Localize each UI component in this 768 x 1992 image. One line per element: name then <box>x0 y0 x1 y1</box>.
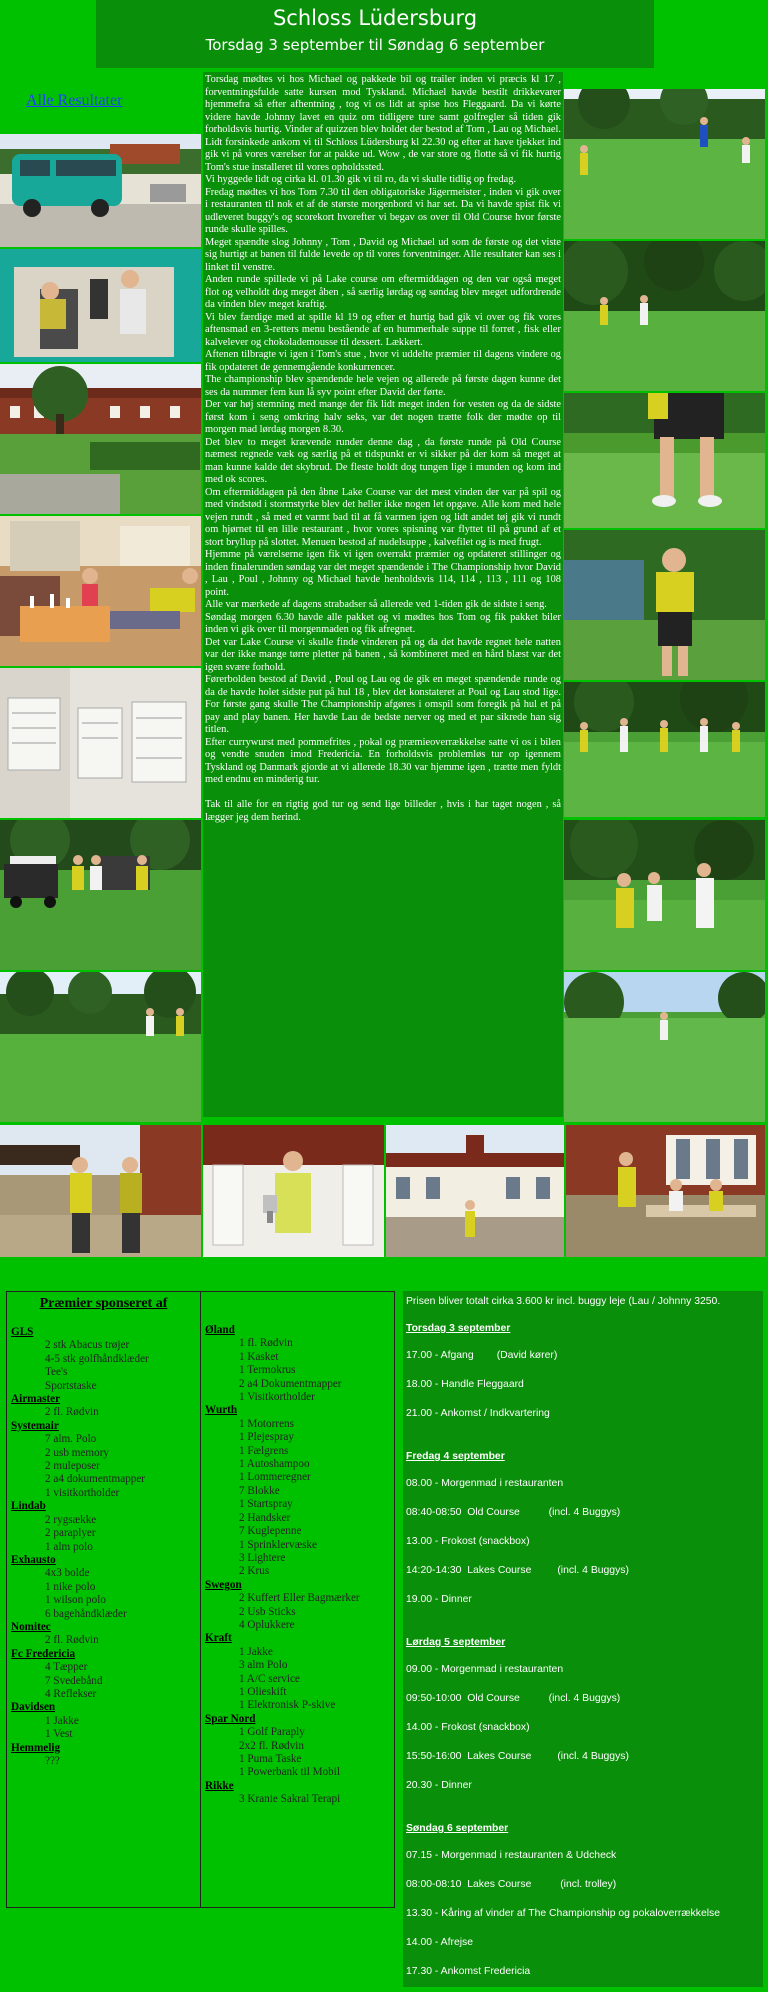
program-item: 17.30 - Ankomst Fredericia <box>406 1966 531 1977</box>
program-item: 13.00 - Frokost (snackbox) <box>406 1536 530 1547</box>
photo-group-golfers <box>564 682 765 817</box>
sponsor-prize: 3 Kranie Sakral Terapi <box>239 1793 341 1806</box>
program-spacer <box>406 1436 760 1450</box>
program-item: 09.00 - Morgenmad i restauranten <box>406 1664 564 1675</box>
sponsor-prize: 7 Kuglepenne <box>239 1525 302 1538</box>
sponsors-divider <box>200 1292 201 1907</box>
sponsor-name: Fc Fredericia <box>11 1647 76 1660</box>
program-item: 08:00-08:10 Lakes Course (incl. trolley) <box>406 1879 617 1890</box>
sponsor-prize: 4 Oplukkere <box>239 1618 295 1631</box>
story-paragraph: Fredag mødtes vi hos Tom 7.30 til den obligatoriske Jägermeister , inden vi gik over i restauranten til nok et af de største morgenbord vi har set. Da vi havde spist fik vi udleveret buggy's og scorekort hvorefter vi begav os over til Old Course hvor første runde skulle spilles. <box>205 186 561 235</box>
program-day-heading: Torsdag 3 september <box>406 1323 511 1334</box>
program-spacer <box>406 1622 760 1636</box>
photo-castle-courtyard <box>386 1125 564 1257</box>
photo-golfer-yellow-shirt <box>564 530 765 680</box>
sponsor-prize: 3 alm Polo <box>239 1659 288 1672</box>
photo-terrace-tables <box>566 1125 765 1257</box>
sponsor-prize: 4x3 bolde <box>45 1567 90 1580</box>
sponsor-name: Davidsen <box>11 1701 56 1714</box>
program-days <box>406 1308 760 1978</box>
page-title: Schloss Lüdersburg <box>272 6 478 30</box>
program-item: 19.00 - Dinner <box>406 1594 472 1605</box>
page-subtitle: Torsdag 3 september til Søndag 6 september <box>205 36 545 54</box>
story-paragraph: Der var høj stemning med mange der fik lidt meget inden for vesten og da de sidste først kom i seng omkring halv seks, var det nogen trætte folk der mødte op til morgen mad lørdag morgen 8.30. <box>205 399 561 435</box>
sponsor-prize: 1 alm polo <box>45 1540 93 1553</box>
sponsor-prize: 7 Svedebånd <box>45 1674 103 1687</box>
sponsor-name: Øland <box>205 1324 235 1336</box>
sponsors-panel <box>6 1291 395 1908</box>
photo-golfers-yellow <box>564 820 765 970</box>
sponsor-prize: 6 bagehåndklæder <box>45 1607 127 1620</box>
program-intro: Prisen bliver totalt cirka 3.600 kr incl. buggy leje (Lau / Johnny 3250. <box>406 1296 721 1307</box>
sponsor-prize: 1 Plejespray <box>239 1431 294 1444</box>
program-item: 18.00 - Handle Fleggaard <box>406 1379 524 1390</box>
sponsor-prize: 2 a4 Dokumentmapper <box>239 1377 342 1390</box>
sponsor-prize: 4 Reflekser <box>45 1687 97 1700</box>
sponsor-prize: 2 rygsække <box>45 1513 97 1526</box>
sponsor-name: Spar Nord <box>205 1712 256 1725</box>
story-paragraph: Om eftermiddagen på den åbne Lake Course var det mest vinden der var på spil og med vindstød i stormstyrke blev det heller ikke nogen let opgave. Alle kom med hele vejen rundt , så med et varmt bad til at få varmen igen og lidt andet tøj gik vi rundt om hjørnet til en lille restaurant , hvor vores spisning var flyttet til på grund af et stort bryllup på slottet. Menuen bestod af nudelsuppe , kalvefilet og is med frugt. <box>205 486 561 548</box>
program-item: 14.00 - Frokost (snackbox) <box>406 1722 530 1733</box>
story-paragraph: The championship blev spændende hele vejen og allerede på første dagen kunne det ses da nummer fem kun lå syv point efter David der førte. <box>205 374 561 398</box>
program-item: 14:20-14:30 Lakes Course (incl. 4 Buggys) <box>406 1565 629 1576</box>
sponsor-prize: 1 Vest <box>45 1728 73 1741</box>
sponsor-name: Wurth <box>205 1404 238 1417</box>
sponsor-prize: 1 Autoshampoo <box>239 1458 310 1471</box>
sponsor-name: Swegon <box>205 1578 242 1591</box>
program-item: 15:50-16:00 Lakes Course (incl. 4 Buggys) <box>406 1751 629 1762</box>
photo-golfers-green <box>564 241 765 391</box>
program-item: 17.00 - Afgang (David kører) <box>406 1350 558 1361</box>
sponsor-prize: 1 Sprinklervæske <box>239 1538 317 1551</box>
photo-terrace-golfers <box>0 1125 201 1257</box>
sponsor-name: Exhausto <box>11 1553 56 1566</box>
page-header <box>96 0 654 68</box>
sponsor-prize: 1 Elektronisk P-skive <box>239 1699 336 1712</box>
photo-golfer-trophy <box>203 1125 384 1257</box>
program-item: 09:50-10:00 Old Course (incl. 4 Buggys) <box>406 1693 621 1704</box>
photo-golfer-putting <box>564 89 765 239</box>
story-paragraph: Førerbolden bestod af David , Poul og Lau og de gik en meget spændende runde og da de havde holet sidste put på hul 18 , blev det konstateret at Poul og Lau stod lige. For første gang skulle The Championship afgøres i omspil som foregik på hul et på pay and play banen. Her havde Lau de bedste nerver og med et par sikrede han sig titlen. <box>205 674 561 735</box>
sponsor-prize: 4 Tæpper <box>45 1661 88 1674</box>
story-paragraph: Anden runde spillede vi på Lake course om eftermiddagen og den var også meget flot og velholdt dog meget åben , så særlig lørdag og søndag blev meget udfordrende da vinden blev meget kraftig. <box>205 274 561 310</box>
sponsor-prize: 1 Powerbank til Mobil <box>239 1766 340 1779</box>
story-paragraph: Søndag morgen 6.30 havde alle pakket og vi mødtes hos Tom og fik pakket biler inden vi gik over til morgenmaden og fik afregnet. <box>205 611 561 635</box>
sponsor-prize: 2 Kuffert Eller Bagmærker <box>239 1592 360 1605</box>
story-paragraph: Torsdag mødtes vi hos Michael og pakkede bil og trailer inden vi præcis kl 17 , forventningsfulde satte kursen mod Tyskland. Michael havde bestilt drikkevarer hjemmefra så efter afhentning , tog vi os lidt at spise hos Fleggaard. Da vi kørte videre havde Johnny lavet en quiz om tidligere ture samt golfregler så tiden gik forholdsvis hurtig. Vinder af quizzen blev holdet der bestod af Tom , Lau og Michael. Lidt forsinkede ankom vi til Schloss Lüdersburg kl 22.30 og efter at have tjekket ind gik vi på vores værelser for at pakke ud. Wow , de var store og flotte så vi fik hurtig Tom's stue installeret til vores opholdssted. <box>205 74 561 173</box>
sponsor-prize: 1 Lommeregner <box>239 1471 311 1484</box>
program-day-heading: Søndag 6 september <box>406 1823 509 1834</box>
sponsor-prize: Sportstaske <box>45 1379 97 1392</box>
photo-room-party <box>0 516 201 666</box>
photo-golf-buggies <box>0 820 201 970</box>
sponsor-prize: 7 Blokke <box>239 1484 280 1497</box>
photo-golfers-fairway-left <box>0 972 201 1122</box>
sponsor-prize: 1 Olieskift <box>239 1685 287 1698</box>
sponsor-prize: 7 alm. Polo <box>45 1433 97 1446</box>
program-item: 21.00 - Ankomst / Indkvartering <box>406 1408 550 1419</box>
sponsor-name: Hemmelig <box>11 1741 61 1754</box>
sponsor-prize: 2 fl. Rødvin <box>45 1634 99 1647</box>
photo-hotel-building <box>0 364 201 514</box>
sponsor-prize: 1 visitkortholder <box>45 1486 120 1499</box>
sponsor-prize: ??? <box>45 1755 60 1767</box>
sponsor-name: Kraft <box>205 1632 232 1645</box>
trip-program <box>403 1291 763 1987</box>
sponsor-name: Nomitec <box>11 1620 51 1633</box>
program-day-heading: Fredag 4 september <box>406 1451 505 1462</box>
sponsor-prize: 2 stk Abacus trøjer <box>45 1339 130 1352</box>
sponsors-column-1 <box>11 1326 197 1768</box>
sponsor-prize: 2 Usb Sticks <box>239 1605 296 1618</box>
sponsor-prize: 2x2 fl. Rødvin <box>239 1739 304 1752</box>
photo-van-interior <box>0 249 201 362</box>
sponsor-prize: 4-5 stk golfhåndklæder <box>45 1352 149 1365</box>
story-paragraph <box>205 787 561 800</box>
sponsor-prize: 1 Startspray <box>239 1498 293 1511</box>
story-paragraph: Efter currywurst med pommefrites , pokal og præmieoverrækkelse satte vi os i bilen og vendte snuden imod Fredericia. En forholdsvis problemløs tur op igennem Tyskland og Danmark gjorde at vi allerede 18.30 var hjemme igen , trætte men fyldt med endnu en minderig tur. <box>205 736 561 785</box>
photo-golfer-fairway-right <box>564 972 765 1122</box>
sponsor-prize: 1 Kasket <box>239 1350 279 1363</box>
trip-story <box>203 72 563 1117</box>
program-item: 13.30 - Kåring af vinder af The Championship og pokaloverrækkelse <box>406 1908 721 1919</box>
program-item: 20.30 - Dinner <box>406 1780 472 1791</box>
sponsor-prize: 2 Handsker <box>239 1511 291 1524</box>
all-results-link[interactable]: Alle Resultater <box>26 92 123 109</box>
sponsor-prize: 1 nike polo <box>45 1580 96 1593</box>
sponsor-name: Rikke <box>205 1779 234 1792</box>
sponsors-column-2 <box>205 1324 391 1807</box>
sponsor-prize: 1 Jakke <box>239 1645 273 1658</box>
sponsor-prize: 1 A/C service <box>239 1672 300 1685</box>
sponsor-prize: 2 paraplyer <box>45 1527 96 1540</box>
photo-golfer-black-shorts <box>564 393 765 528</box>
sponsor-prize: 1 Motorrens <box>239 1417 294 1430</box>
story-paragraph: Hjemme på værelserne igen fik vi igen overrakt præmier og opdateret stillinger og inden finalerunden søndag var det meget spændende i The Championship hvor David , Lau , Poul , Johnny og Michael havde henholdsvis 114, 114 , 113 , 111 og 108 point. <box>205 549 561 598</box>
story-paragraph: Det blev to meget krævende runder denne dag , da første runde på Old Course næmest regnede væk og særlig på et tidspunkt er vi sikker på der kom så meget at man kunne kalde det skybrud. De fleste holdt dog tungen lige i munden og kom ind med ok scores. <box>205 436 561 485</box>
program-spacer <box>406 1808 760 1822</box>
sponsor-prize: 1 Termokrus <box>239 1364 296 1377</box>
program-spacer <box>406 1308 760 1322</box>
program-item: 07.15 - Morgenmad i restauranten & Udcheck <box>406 1850 617 1861</box>
sponsor-prize: 1 Jakke <box>45 1714 79 1727</box>
sponsor-prize: 3 Lightere <box>239 1551 286 1564</box>
sponsor-prize: 1 Golf Paraply <box>239 1726 305 1739</box>
sponsors-title: Præmier sponseret af <box>39 1296 168 1311</box>
sponsor-prize: 2 a4 dokumentmapper <box>45 1473 146 1486</box>
sponsor-prize: 1 fl. Rødvin <box>239 1337 293 1350</box>
story-paragraph: Meget spændte slog Johnny , Tom , David og Michael ud som de første og det viste sig hurtigt at banen til fulde levede op til vores forventninger. Alle resultater kan ses i linket til venstre. <box>205 236 561 273</box>
sponsor-name: GLS <box>11 1326 34 1338</box>
story-paragraph: Alle var mærkede af dagens strabadser så allerede ved 1-tiden gik de sidste i seng. <box>205 599 547 610</box>
photo-van-trailer <box>0 134 201 247</box>
program-day-heading: Lørdag 5 september <box>406 1637 506 1648</box>
story-paragraph: Vi blev færdige med at spille kl 19 og efter et hurtig bad gik vi over og fik vores aftensmad en 3-retters menu bestående af en hummerhale suppe til forret , fisk eller kalvelever og chokolademousse til dessert. Lækkert. <box>205 311 561 348</box>
sponsor-prize: 2 Krus <box>239 1565 270 1578</box>
photo-scorecards-wall <box>0 668 201 818</box>
story-paragraph: Aftenen tilbragte vi igen i Tom's stue , hvor vi uddelte præmier til dagens vindere og fik opdateret de gennemgående konkurrencer. <box>205 349 561 373</box>
sponsor-prize: 1 Visitkortholder <box>239 1391 315 1404</box>
story-paragraph: Vi hyggede lidt og cirka kl. 01.30 gik vi til ro, da vi skulle tidlig op fredag. <box>205 174 517 185</box>
sponsor-prize: 1 Puma Taske <box>239 1753 302 1765</box>
program-item: 14.00 - Afrejse <box>406 1937 474 1948</box>
story-paragraph: Det var Lake Course vi skulle finde vinderen på og da det havde regnet hele natten var der ikke mange tørre pletter på banen , så kombineret med en hård blæst var det igen svære forhold. <box>205 636 561 673</box>
sponsor-name: Systemair <box>11 1419 59 1432</box>
program-item: 08:40-08:50 Old Course (incl. 4 Buggys) <box>406 1507 621 1518</box>
sponsor-prize: Tee's <box>45 1366 68 1379</box>
sponsor-prize: 2 usb memory <box>45 1446 110 1459</box>
sponsor-prize: 1 Fælgrens <box>239 1444 289 1457</box>
sponsor-prize: 1 wilson polo <box>45 1594 106 1607</box>
story-paragraph: Tak til alle for en rigtig god tur og send lige billeder , hvis i har taget nogen , så lægger jeg dem herind. <box>205 799 561 823</box>
sponsor-name: Lindab <box>11 1500 46 1513</box>
sponsor-prize: 2 muleposer <box>45 1460 100 1473</box>
sponsor-prize: 2 fl. Rødvin <box>45 1406 99 1419</box>
sponsor-name: Airmaster <box>11 1393 61 1406</box>
program-item: 08.00 - Morgenmad i restauranten <box>406 1478 564 1489</box>
